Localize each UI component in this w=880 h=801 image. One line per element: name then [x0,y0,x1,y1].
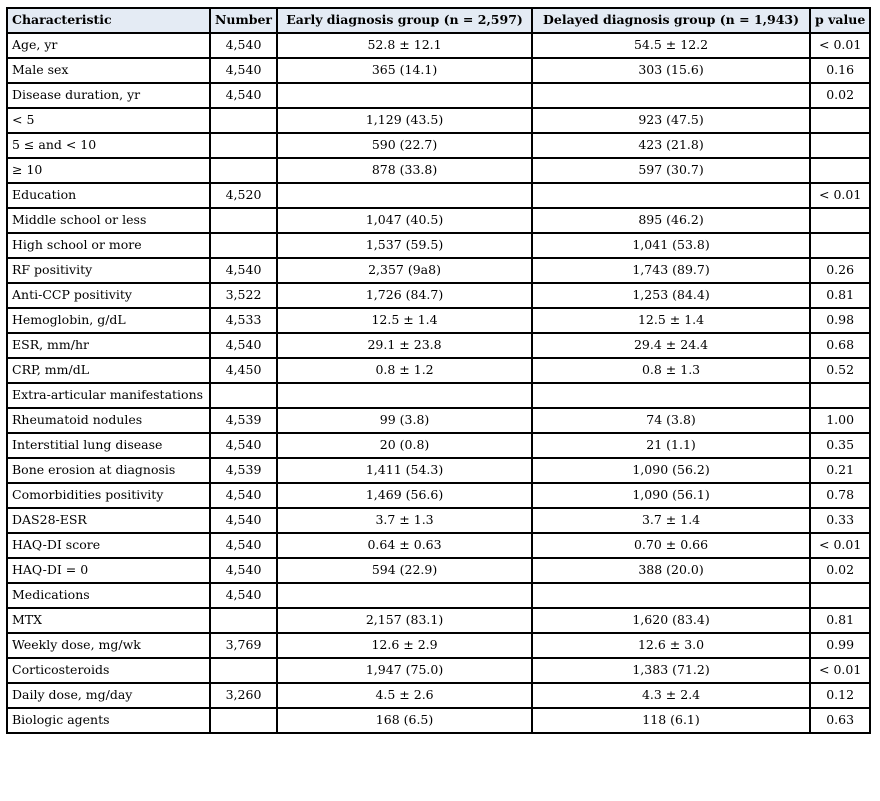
cell-number [210,133,277,158]
cell-early: 1,947 (75.0) [277,658,532,683]
cell-p-value: < 0.01 [810,533,870,558]
cell-p-value [810,383,870,408]
cell-delayed [532,183,810,208]
cell-delayed: 1,383 (71.2) [532,658,810,683]
cell-number: 3,260 [210,683,277,708]
header-number: Number [210,8,277,33]
cell-early [277,383,532,408]
cell-early: 878 (33.8) [277,158,532,183]
table-row [7,108,870,133]
cell-p-value: 0.16 [810,58,870,83]
cell-early: 2,357 (9a8) [277,258,532,283]
cell-number: 4,540 [210,483,277,508]
cell-number [210,658,277,683]
cell-delayed: 21 (1.1) [532,433,810,458]
table-row [7,358,870,383]
cell-early: 590 (22.7) [277,133,532,158]
cell-number: 4,540 [210,558,277,583]
cell-delayed: 923 (47.5) [532,108,810,133]
cell-p-value: < 0.01 [810,183,870,208]
table-row [7,608,870,633]
cell-delayed: 303 (15.6) [532,58,810,83]
cell-number [210,208,277,233]
cell-characteristic: Rheumatoid nodules [7,408,210,433]
table-row [7,83,870,108]
cell-p-value: 0.52 [810,358,870,383]
cell-number: 4,540 [210,33,277,58]
table-row [7,458,870,483]
cell-early: 52.8 ± 12.1 [277,33,532,58]
header-p-value: p value [810,8,870,33]
cell-delayed: 1,620 (83.4) [532,608,810,633]
cell-delayed: 1,253 (84.4) [532,283,810,308]
table-row [7,133,870,158]
cell-p-value: 0.33 [810,508,870,533]
cell-early: 168 (6.5) [277,708,532,733]
cell-number: 4,539 [210,458,277,483]
cell-characteristic: DAS28-ESR [7,508,210,533]
cell-early: 4.5 ± 2.6 [277,683,532,708]
cell-early: 1,469 (56.6) [277,483,532,508]
cell-characteristic: Education [7,183,210,208]
cell-characteristic: Medications [7,583,210,608]
cell-characteristic: HAQ-DI = 0 [7,558,210,583]
cell-p-value: 1.00 [810,408,870,433]
cell-delayed: 54.5 ± 12.2 [532,33,810,58]
cell-delayed: 895 (46.2) [532,208,810,233]
cell-early: 99 (3.8) [277,408,532,433]
cell-delayed: 1,090 (56.1) [532,483,810,508]
cell-delayed: 0.70 ± 0.66 [532,533,810,558]
cell-number [210,708,277,733]
cell-characteristic: Disease duration, yr [7,83,210,108]
cell-delayed: 3.7 ± 1.4 [532,508,810,533]
cell-p-value: 0.02 [810,83,870,108]
cell-characteristic: CRP, mm/dL [7,358,210,383]
table-row [7,208,870,233]
table-row [7,558,870,583]
cell-p-value: < 0.01 [810,33,870,58]
cell-early: 594 (22.9) [277,558,532,583]
cell-delayed: 74 (3.8) [532,408,810,433]
cell-p-value: 0.35 [810,433,870,458]
cell-characteristic: Extra-articular manifestations [7,383,210,408]
cell-number [210,158,277,183]
cell-p-value: < 0.01 [810,658,870,683]
cell-delayed: 29.4 ± 24.4 [532,333,810,358]
cell-delayed: 1,743 (89.7) [532,258,810,283]
cell-number: 4,540 [210,258,277,283]
cell-characteristic: High school or more [7,233,210,258]
cell-characteristic: Comorbidities positivity [7,483,210,508]
table-row [7,683,870,708]
cell-p-value: 0.21 [810,458,870,483]
header-characteristic: Characteristic [7,8,210,33]
cell-early: 365 (14.1) [277,58,532,83]
cell-p-value: 0.02 [810,558,870,583]
cell-early: 12.5 ± 1.4 [277,308,532,333]
cell-delayed: 423 (21.8) [532,133,810,158]
cell-p-value: 0.99 [810,633,870,658]
cell-early: 1,129 (43.5) [277,108,532,133]
cell-number: 4,450 [210,358,277,383]
table-row [7,183,870,208]
cell-delayed: 0.8 ± 1.3 [532,358,810,383]
cell-characteristic: Male sex [7,58,210,83]
table-row [7,508,870,533]
cell-early: 1,726 (84.7) [277,283,532,308]
cell-characteristic: Bone erosion at diagnosis [7,458,210,483]
cell-delayed [532,383,810,408]
cell-characteristic: 5 ≤ and < 10 [7,133,210,158]
cell-characteristic: Weekly dose, mg/wk [7,633,210,658]
cell-number: 4,540 [210,533,277,558]
cell-characteristic: Anti-CCP positivity [7,283,210,308]
header-early-group: Early diagnosis group (n = 2,597) [277,8,532,33]
cell-number [210,108,277,133]
cell-delayed: 1,041 (53.8) [532,233,810,258]
table-row [7,408,870,433]
cell-characteristic: HAQ-DI score [7,533,210,558]
cell-characteristic: Interstitial lung disease [7,433,210,458]
characteristics-table [6,7,871,734]
cell-p-value: 0.68 [810,333,870,358]
cell-early: 29.1 ± 23.8 [277,333,532,358]
table-row [7,33,870,58]
cell-number [210,383,277,408]
cell-early [277,83,532,108]
cell-delayed: 388 (20.0) [532,558,810,583]
cell-p-value: 0.26 [810,258,870,283]
cell-early: 1,411 (54.3) [277,458,532,483]
cell-delayed [532,583,810,608]
table-row [7,658,870,683]
cell-characteristic: Age, yr [7,33,210,58]
cell-early: 0.64 ± 0.63 [277,533,532,558]
table-row [7,708,870,733]
cell-number: 4,540 [210,83,277,108]
table-row [7,633,870,658]
cell-characteristic: Biologic agents [7,708,210,733]
cell-p-value: 0.63 [810,708,870,733]
table-row [7,233,870,258]
table-row [7,433,870,458]
header-delayed-group: Delayed diagnosis group (n = 1,943) [532,8,810,33]
cell-early: 20 (0.8) [277,433,532,458]
cell-p-value: 0.81 [810,283,870,308]
cell-early: 2,157 (83.1) [277,608,532,633]
cell-number [210,233,277,258]
cell-early: 3.7 ± 1.3 [277,508,532,533]
cell-early: 12.6 ± 2.9 [277,633,532,658]
cell-p-value: 0.12 [810,683,870,708]
cell-number: 3,769 [210,633,277,658]
table-row [7,383,870,408]
cell-number: 4,539 [210,408,277,433]
cell-p-value [810,108,870,133]
cell-number: 4,540 [210,508,277,533]
cell-early [277,583,532,608]
table-row [7,158,870,183]
cell-number: 4,520 [210,183,277,208]
table-row [7,533,870,558]
table-row [7,483,870,508]
header-row [7,8,870,33]
cell-characteristic: ESR, mm/hr [7,333,210,358]
table-row [7,258,870,283]
cell-number: 4,540 [210,333,277,358]
table-row [7,308,870,333]
cell-early: 1,047 (40.5) [277,208,532,233]
cell-p-value: 0.78 [810,483,870,508]
cell-characteristic: MTX [7,608,210,633]
cell-early: 1,537 (59.5) [277,233,532,258]
table-row [7,333,870,358]
table-body [7,33,870,733]
table-row [7,283,870,308]
cell-characteristic: RF positivity [7,258,210,283]
cell-p-value: 0.81 [810,608,870,633]
cell-characteristic: Corticosteroids [7,658,210,683]
cell-delayed: 1,090 (56.2) [532,458,810,483]
cell-delayed [532,83,810,108]
cell-characteristic: Daily dose, mg/day [7,683,210,708]
cell-number: 4,533 [210,308,277,333]
cell-characteristic: < 5 [7,108,210,133]
cell-number [210,608,277,633]
cell-delayed: 118 (6.1) [532,708,810,733]
cell-characteristic: Middle school or less [7,208,210,233]
cell-p-value [810,583,870,608]
cell-p-value [810,233,870,258]
cell-p-value [810,208,870,233]
cell-delayed: 4.3 ± 2.4 [532,683,810,708]
cell-delayed: 597 (30.7) [532,158,810,183]
cell-delayed: 12.6 ± 3.0 [532,633,810,658]
cell-characteristic: Hemoglobin, g/dL [7,308,210,333]
cell-p-value: 0.98 [810,308,870,333]
cell-early [277,183,532,208]
cell-number: 4,540 [210,433,277,458]
cell-number: 3,522 [210,283,277,308]
cell-p-value [810,158,870,183]
table-row [7,583,870,608]
cell-delayed: 12.5 ± 1.4 [532,308,810,333]
table-row [7,58,870,83]
table-header [7,8,870,33]
cell-characteristic: ≥ 10 [7,158,210,183]
cell-number: 4,540 [210,58,277,83]
cell-early: 0.8 ± 1.2 [277,358,532,383]
cell-p-value [810,133,870,158]
cell-number: 4,540 [210,583,277,608]
table-container [6,7,871,734]
